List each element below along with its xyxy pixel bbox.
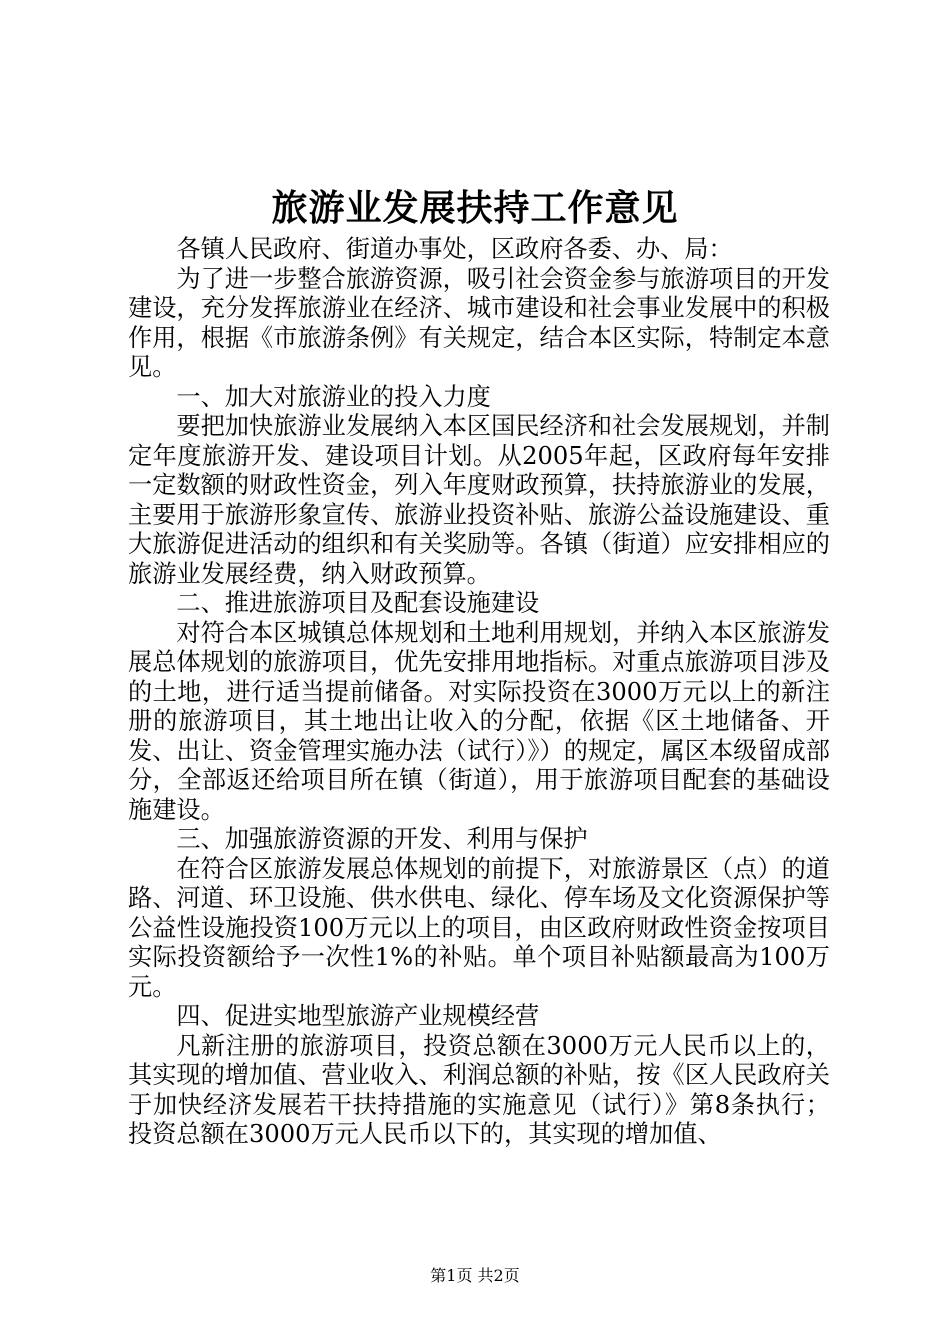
document-body: [128, 235, 830, 1150]
section-paragraph-3: 在符合区旅游发展总体规划的前提下，对旅游景区（点）的道路、河道、环卫设施、供水供电、绿化、停车场及文化资源保护等公益性设施投资100万元以上的项目，由区政府财政性资金按项目实际投资额给予一次性1%的补贴。单个项目补贴额最高为100万元。: [128, 854, 830, 1001]
section-paragraph-1: 要把加快旅游业发展纳入本区国民经济和社会发展规划，并制定年度旅游开发、建设项目计划。从2005年起，区政府每年安排一定数额的财政性资金，列入年度财政预算，扶持旅游业的发展，主要用于旅游形象宣传、旅游业投资补贴、旅游公益设施建设、重大旅游促进活动的组织和有关奖励等。各镇（街道）应安排相应的旅游业发展经费，纳入财政预算。: [128, 412, 830, 588]
section-paragraph-2: 对符合本区城镇总体规划和土地利用规划，并纳入本区旅游发展总体规划的旅游项目，优先安排用地指标。对重点旅游项目涉及的土地，进行适当提前储备。对实际投资在3000万元以上的新注册的旅游项目，其土地出让收入的分配，依据《区土地储备、开发、出让、资金管理实施办法（试行）》）的规定，属区本级留成部分，全部返还给项目所在镇（街道），用于旅游项目配套的基础设施建设。: [128, 618, 830, 824]
salutation: 各镇人民政府、街道办事处，区政府各委、办、局：: [176, 235, 733, 263]
document-title: 旅游业发展扶持工作意见: [271, 187, 679, 229]
page-number-footer: 第1页 共2页: [430, 1266, 520, 1285]
section-paragraph-4: 凡新注册的旅游项目，投资总额在3000万元人民币以上的，其实现的增加值、营业收入、利润总额的补贴，按《区人民政府关于加快经济发展若干扶持措施的实施意见（试行）》第8条执行；投资总额在3000万元人民币以下的，其实现的增加值、: [128, 1031, 830, 1148]
section-heading-3: 三、加强旅游资源的开发、利用与保护: [176, 825, 588, 853]
section-heading-2: 二、推进旅游项目及配套设施建设: [176, 589, 540, 617]
section-heading-4: 四、促进实地型旅游产业规模经营: [176, 1002, 540, 1030]
section-heading-1: 一、加大对旅游业的投入力度: [176, 382, 491, 411]
intro-paragraph: 为了进一步整合旅游资源，吸引社会资金参与旅游项目的开发建设，充分发挥旅游业在经济、城市建设和社会事业发展中的积极作用，根据《市旅游条例》有关规定，结合本区实际，特制定本意见。: [128, 264, 830, 381]
